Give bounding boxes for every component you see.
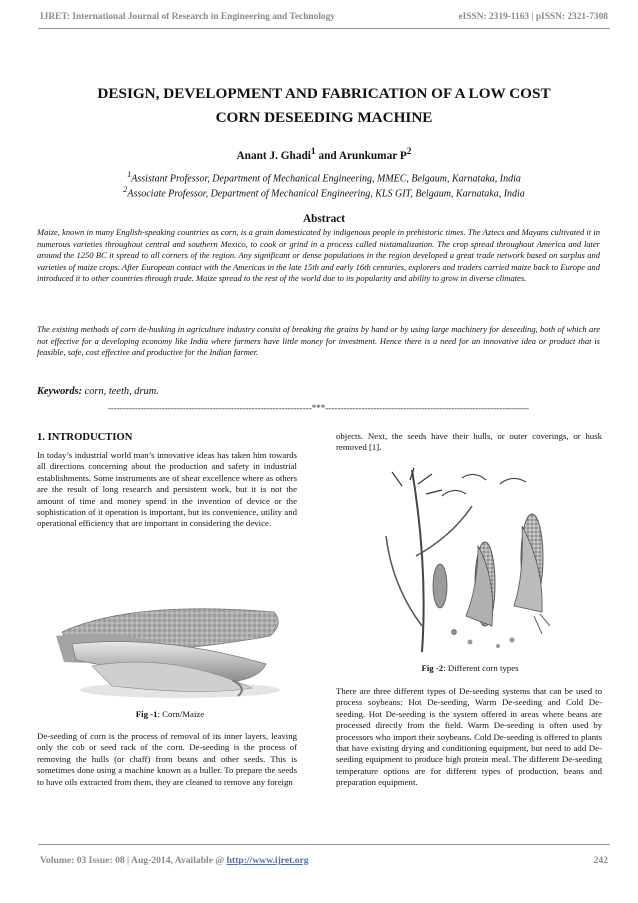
section-heading-introduction: 1. INTRODUCTION [37,432,133,443]
affiliation-1: $^1$Assistant Professor, Department of Mechanical Engineering, MMEC, Belgaum, Karnataka, India [127,170,521,185]
figure-1-caption: Fig -1: Corn/Maize [135,709,205,719]
journal-name: IJRET: International Journal of Research in Engineering and Technology [40,12,335,22]
authors-and: and [315,149,339,162]
corn-maize-figure [52,578,288,700]
corn-types-figure [382,466,554,654]
authors [40,147,608,162]
right-paragraph-2: There are three different types of De-seeding systems that can be used to process soybeans: Hot De-seeding, Warm De-seeding and Cold De-seeding. Hot De-seeding is the system offered in areas where beans are processed directly from the field. Warm De-seeding is often used by processors who import their soybeans. Cold De-seeding is offered to plants that have existing drying and conditioning equipment, but need to add De-seeding equipment to produce high protein meal. The different De-seeding temperature options are for different types of production, beans and preparation equipment. [336,686,602,788]
abstract-heading: Abstract [302,213,346,225]
keywords-text: corn, teeth, drum. [82,386,159,397]
figure-2-caption: Fig -2: Different corn types [421,663,519,673]
keywords-label: Keywords: [37,386,83,397]
paper-title [40,82,608,130]
header-rule [38,28,610,29]
figure-2-label: Fig -2 [421,663,444,673]
issn: eISSN: 2319-1163 | pISSN: 2321-7308 [458,12,608,22]
keywords [37,386,159,397]
intro-paragraph-1: In today’s industrial world man’s innovative ideas has taken him towards all directions concerning about the production and safety in industrial establishments. Some instruments are of shear excellence where as others are the result of long research and persistent work, but it is not the amount of time and money spend in the invention of device or the sophistication of it operation is important, but its convenience, utility and operational efficiency that are important in considering the device. [37,450,297,529]
running-header [40,12,608,22]
section-separator: --------------------------------------------------------------------***-------------------------------------------------------------------- [107,403,530,413]
abstract-paragraph-1: Maize, known in many English-speaking countries as corn, is a grain domesticated by indigenous people in prehistoric times. The Aztecs and Mayans cultivated it in numerous varieties throughout central and southern Mexico, to cook or grind in a process called nixtamalization. The crop spread throughout America and later around the 1250 BC it spread to all corners of the region. Any significant or dense populations in the region developed a great trade network based on surplus and varieties of maize crops. After European contact with the Americas in the late 15th and early 16th centuries, explorers and traders carried maize back to Europe and introduced it to other countries through trade. Maize spread to the rest of the world due to its popularity and ability to grow in diverse climates. [37,227,600,284]
author-2-sup: 2 [406,147,412,157]
journal-url-link[interactable]: http://www.ijret.org [226,855,309,866]
page-number: 242 [593,855,608,866]
right-paragraph-1: objects. Next, the seeds have their hulls, or outer coverings, or husk removed [1]. [336,431,602,453]
figure-1-label: Fig -1 [135,709,158,719]
author-2: Arunkumar P [338,149,407,162]
author-1: Anant J. Ghadi [236,149,311,162]
abstract-paragraph-2: The existing methods of corn de-husking in agriculture industry consist of breaking the grains by hand or by using large machinery for deseeding, both of which are not effective for a developing economy like India where farmers have little money for investment. Hence there is a need for an innovative idea or product that is feasible, safe, cost effective and productive for the Indian farmer. [37,324,600,358]
running-footer [40,855,608,866]
author-1-sup: 1 [310,147,316,157]
footer-rule [38,844,610,845]
intro-paragraph-2: De-seeding of corn is the process of removal of its inner layers, leaving only the cob or seed rack of the corn. De-seeding is the process of removing the hulls (or chaff) from beans and other seeds. This is sometimes done using a machine known as a huller. To prepare the seeds to have oils extracted from them, they are cleaned to remove any foreign [37,731,297,787]
affiliation-2: $^2$Associate Professor, Department of Mechanical Engineering, KLS GIT, Belgaum, Karnataka, India [123,185,525,200]
title-line-2: CORN DESEEDING MACHINE [215,109,433,126]
title-line-1: DESIGN, DEVELOPMENT AND FABRICATION OF A LOW COST [97,85,551,102]
footer-volume: Volume: 03 Issue: 08 | Aug-2014, Available @ http://www.ijret.org [40,855,309,866]
